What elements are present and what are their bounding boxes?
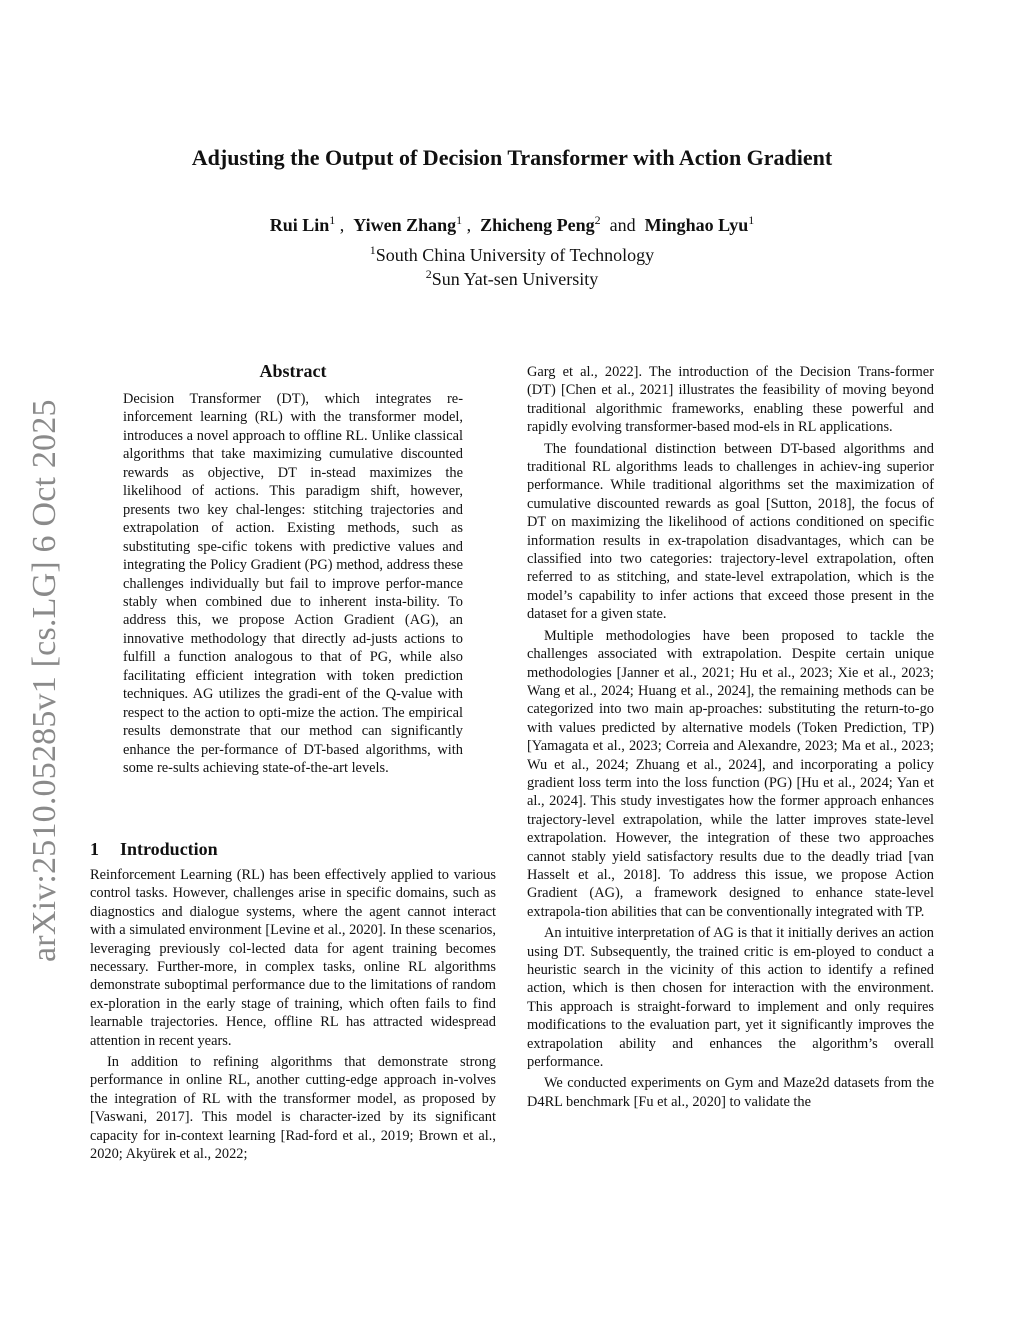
author-name: Yiwen Zhang [353,215,457,235]
section-heading [90,839,218,860]
body-paragraph: Reinforcement Learning (RL) has been effectively applied to various control tasks. However, challenges arise in specific domains, such as diagnostics and dialogue systems, where the agent cannot interact with a simulated environment [Levine et al., 2020]. In these scenarios, leveraging previously col-lected data for agent training becomes necessary. Further-more, in complex tasks, online RL algorithms demonstrate suboptimal performance due to the limitations of random ex-ploration in the early stage of training, which often fails to find learnable trajectories. Hence, offline RL has attracted widespread attention in recent years. [90,867,496,1049]
affiliation-2 [0,267,1024,290]
author-affiliation-mark: 1 [456,213,463,227]
author-affiliation-mark: 2 [594,213,601,227]
affiliation-mark: 1 [369,243,376,257]
right-column-text [527,363,934,1111]
affiliation-name: Sun Yat-sen University [431,269,599,289]
paper-title: Adjusting the Output of Decision Transformer with Action Gradient [191,145,833,170]
abstract-paragraph: Decision Transformer (DT), which integrates re-inforcement learning (RL) with the transformer model, introduces a novel approach to offline RL. Unlike classical algorithms that take maximizing cumulative discounted rewards as objective, DT in-stead maximizes the likelihood of actions. This paradigm shift, however, presents two key chal-lenges: stitching trajectories and extrapolation of action. Existing methods, such as substituting spe-cific tokens with predictive values and integrating the Policy Gradient (PG) method, address these challenges individually but fail to improve perfor-mance stably when combined due to inherent insta-bility. To address this, we propose Action Gradient (AG), an innovative methodology that directly ad-justs actions to fulfill a function analogous to that of PG, while also facilitating efficient integration with token prediction techniques. AG utilizes the gradi-ent of the Q-value with respect to the action to opti-mize the action. The empirical results demonstrate that our method can significantly enhance the per-formance of DT-based algorithms, with some re-sults achieving state-of-the-art levels. [123,391,463,777]
paper-page: arXiv:2510.05285v1 [cs.LG] 6 Oct 2025 Adjusting the Output of Decision Transformer with Action Gradient Rui Lin$^1$ , Yiwen Zhang$^1$ , Zhicheng Peng$^2$ and Minghao Lyu$^1$ $^1$South China University of Technology $^2$Sun Yat-sen University Abstract Decision Transformer (DT), which integrates re-inforcement learning (RL) with the transformer model, introduces a novel approach to offline RL. Unlike classical algorithms that take maximizing cumulative discounted rewards as objective, DT in-stead maximizes the likelihood of actions. This paradigm shift, however, presents two key chal-lenges: stitching trajectories and extrapolation of action. Existing methods, such as substituting spe-cific tokens with predictive values and integrating the Policy Gradient (PG) method, address these challenges individually but fail to improve perfor-mance stably when combined due to inherent insta-bility. To address this, we propose Action Gradient (AG), an innovative methodology that directly ad-justs actions to fulfill a function analogous to that of PG, while also facilitating efficient integration with token prediction techniques. AG utilizes the gradi-ent of the Q-value with respect to the action to opti-mize the action. The empirical results demonstrate that our method can significantly enhance the per-formance of DT-based algorithms, with some re-sults achieving state-of-the-art levels. 1 Introduction Reinforcement Learning (RL) has been effectively applied to various control tasks. However, challenges arise in specific domains, such as diagnostics and dialogue systems, where the agent cannot interact with a simulated environment [Levine et al., 2020]. In these scenarios, leveraging previously col-lected data for agent training becomes necessary. Further-more, in complex tasks, online RL algorithms demonstrate suboptimal performance due to the limitations of random ex-ploration in the early stage of training, which often fails to find learnable trajectories. Hence, offline RL has attracted widespread attention in recent years. In addition to refining algorithms that demonstrate strong performance in online RL, another cutting-edge approach in-volves the integration of RL with the transformer model, as proposed by [Vaswani, 2017]. This model is character-ized by its significant capacity for in-context learning [Rad-ford et al., 2019; Brown et al., 2020; Akyürek et al., 2022; Garg et al., 2022]. The introduction of the Decision Trans-former (DT) [Chen et al., 2021] illustrates the feasibility of moving beyond traditional algorithmic frameworks, enabling these powerful and rapidly evolving transformer-based mod-els in RL applications. The foundational distinction between DT-based algorithms and traditional RL algorithms leads to challenges in achiev-ing superior performance. While traditional algorithms set the maximization of cumulative discounted rewards as goal [Sutton, 2018], the focus of DT on maximizing the likelihood of actions conditioned on specific information results in ex-trapolation disadvantages, which can be classified into two categories: trajectory-level extrapolation, often referred to as stitching, and state-level extrapolation, which is the model’s capability to infer actions that exceed those present in the dataset for a given state. Multiple methodologies have been proposed to tackle the challenges associated with extrapolation. Despite certain unique methodologies [Janner et al., 2021; Hu et al., 2023; Xie et al., 2023; Wang et al., 2024; Huang et al., 2024], the remaining methods can be categorized into two main ap-proaches: substituting the return-to-go with values predicted by alternative models (Token Prediction, TP) [Yamagata et al., 2023; Correia and Alexandre, 2023; Ma et al., 2023; Wu et al., 2024; Zhuang et al., 2024], and incorporating a policy gradient loss term into the loss function (PG) [Hu et al., 2024; Yan et al., 2024]. This study investigates how the former approach enhances trajectory-level extrapolation, while the latter improves state-level extrapolation. However, the integration of these two approaches cannot stably yield satisfactory results due to the deadly triad [van Hasselt et al., 2018]. To address this issue, we propose Action Gradient (AG), a framework designed to enhance state-level extrapola-tion abilities that can be conventionally integrated with TP. An intuitive interpretation of AG is that it initially derives an action using DT. Subsequently, the trained critic is em-ployed to conduct a heuristic search in the vicinity of this action to identify a refined action, which is then chosen for interaction with the environment. This approach is straight-forward to implement and only requires modifications to the evaluation part, yet it significantly improves the extrapolation ability and enhances the algorithm’s overall performance. We conducted experiments on Gym and Maze2d datasets from the D4RL benchmark [Fu et al., 2020] to validate the [0,0,1024,1325]
body-paragraph: The foundational distinction between DT-based algorithms and traditional RL algorithms leads to challenges in achiev-ing superior performance. While traditional algorithms set the maximization of cumulative discounted rewards as goal [Sutton, 2018], the focus of DT on maximizing the likelihood of actions conditioned on specific information results in ex-trapolation disadvantages, which can be classified into two categories: trajectory-level extrapolation, often referred to as stitching, and state-level extrapolation, which is the model’s capability to infer actions that exceed those present in the dataset for a given state. [527,440,934,623]
affiliation-mark: 2 [425,267,432,281]
author-list: Rui Lin$^1$ , Yiwen Zhang$^1$ , Zhicheng Peng$^2$ and Minghao Lyu$^1$ [269,213,755,235]
section-title: Introduction [120,839,218,859]
body-paragraph: Garg et al., 2022]. The introduction of the Decision Trans-former (DT) [Chen et al., 2021] illustrates the feasibility of moving beyond traditional algorithmic frameworks, enabling these powerful and rapidly evolving transformer-based mod-els in RL applications. [527,364,934,436]
author-affiliation-mark: 1 [748,213,755,227]
affiliation-name: South China University of Technology [375,245,655,265]
body-paragraph: In addition to refining algorithms that demonstrate strong performance in online RL, another cutting-edge approach in-volves the integration of RL with the transformer model, as proposed by [Vaswani, 2017]. This model is character-ized by its significant capacity for in-context learning [Rad-ford et al., 2019; Brown et al., 2020; Akyürek et al., 2022; [90,1054,496,1163]
body-paragraph: Multiple methodologies have been proposed to tackle the challenges associated with extrapolation. Despite certain unique methodologies [Janner et al., 2021; Hu et al., 2023; Xie et al., 2023; Wang et al., 2024; Huang et al., 2024], the remaining methods can be categorized into two main ap-proaches: substituting the return-to-go with values predicted by alternative models (Token Prediction, TP) [Yamagata et al., 2023; Correia and Alexandre, 2023; Ma et al., 2023; Wu et al., 2024; Zhuang et al., 2024], and incorporating a policy gradient loss term into the loss function (PG) [Hu et al., 2024; Yan et al., 2024]. This study investigates how the former approach enhances trajectory-level extrapolation, while the latter improves state-level extrapolation. However, the integration of these two approaches cannot stably yield satisfactory results due to the deadly triad [van Hasselt et al., 2018]. To address this issue, we propose Action Gradient (AG), a framework designed to enhance state-level extrapola-tion abilities that can be conventionally integrated with TP. [527,627,934,920]
section-number: 1 [90,839,99,859]
abstract-body [123,390,463,778]
author-affiliation-mark: 1 [329,213,336,227]
author-name: Zhicheng Peng [480,215,595,235]
affiliation-1 [0,243,1024,266]
left-column-text [90,866,496,1164]
abstract-heading: Abstract [259,361,327,381]
author-name: Rui Lin [269,215,330,235]
body-paragraph: An intuitive interpretation of AG is that it initially derives an action using DT. Subsequently, the trained critic is em-ployed to conduct a heuristic search in the vicinity of this action to identify a refined action, which is then chosen for interaction with the environment. This approach is straight-forward to implement and only requires modifications to the evaluation part, yet it significantly improves the extrapolation ability and enhances the algorithm’s overall performance. [527,925,934,1071]
authors-conjunction: and [609,215,636,235]
body-paragraph: We conducted experiments on Gym and Maze2d datasets from the D4RL benchmark [Fu et al., 2020] to validate the [527,1075,934,1110]
author-name: Minghao Lyu [644,215,749,235]
